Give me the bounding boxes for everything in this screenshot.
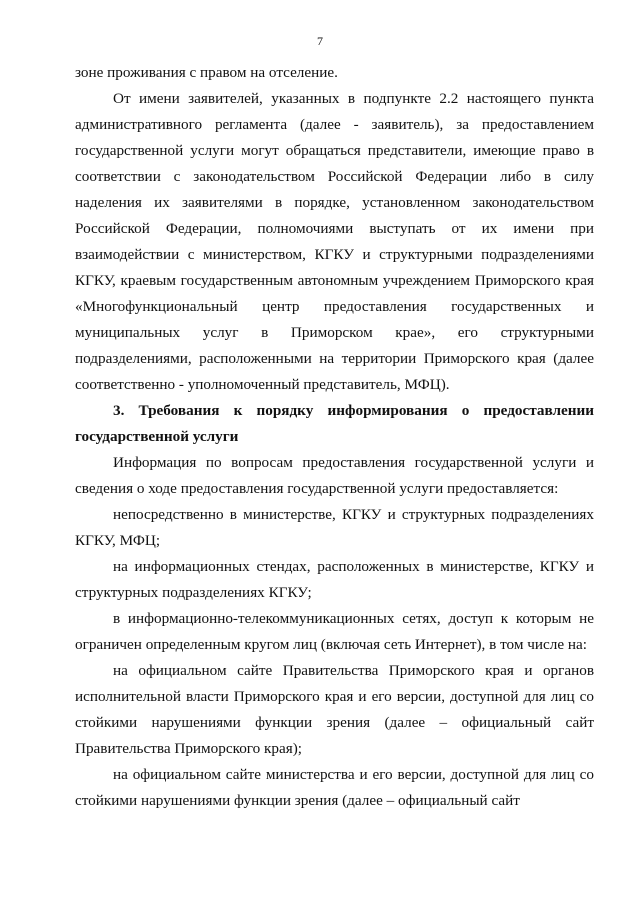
paragraph-information-provided: Информация по вопросам предоставления государственной услуги и сведения о ходе предоставления государственной услуги предоставляется: (75, 454, 594, 497)
list-item-directly: непосредственно в министерстве, КГКУ и структурных подразделениях КГКУ, МФЦ; (75, 506, 594, 549)
document-body (75, 60, 594, 814)
list-item-ministry-site: на официальном сайте министерства и его версии, доступной для лиц со стойкими нарушениями функции зрения (далее – официальный сайт (75, 766, 594, 809)
page-number: 7 (317, 34, 323, 48)
paragraph-representatives: От имени заявителей, указанных в подпункте 2.2 настоящего пункта административного регламента (далее - заявитель), за предоставлением государственной услуги могут обращаться представители, имеющие право в соответствии с законодательством Российской Федерации либо в силу наделения их заявителями в порядке, установленном законодательством Российской Федерации, полномочиями выступать от их имени при взаимодействии с министерством, КГКУ и структурными подразделениями КГКУ, краевым государственным автономным учреждением Приморского края «Многофункциональный центр предоставления государственных и муниципальных услуг в Приморском крае», его структурными подразделениями, расположенными на территории Приморского края (далее соответственно - уполномоченный представитель, МФЦ). (75, 90, 594, 393)
list-item-government-site: на официальном сайте Правительства Приморского края и органов исполнительной власти Приморского края и его версии, доступной для лиц со стойкими нарушениями функции зрения (далее – официальный сайт Правительства Приморского края); (75, 662, 594, 757)
list-item-networks: в информационно-телекоммуникационных сетях, доступ к которым не ограничен определенным кругом лиц (включая сеть Интернет), в том числе на: (75, 610, 594, 653)
paragraph-continuation: зоне проживания с правом на отселение. (75, 64, 338, 81)
list-item-info-stands: на информационных стендах, расположенных в министерстве, КГКУ и структурных подразделениях КГКУ; (75, 558, 594, 601)
section-heading-informing: 3. Требования к порядку информирования о предоставлении государственной услуги (75, 402, 594, 445)
